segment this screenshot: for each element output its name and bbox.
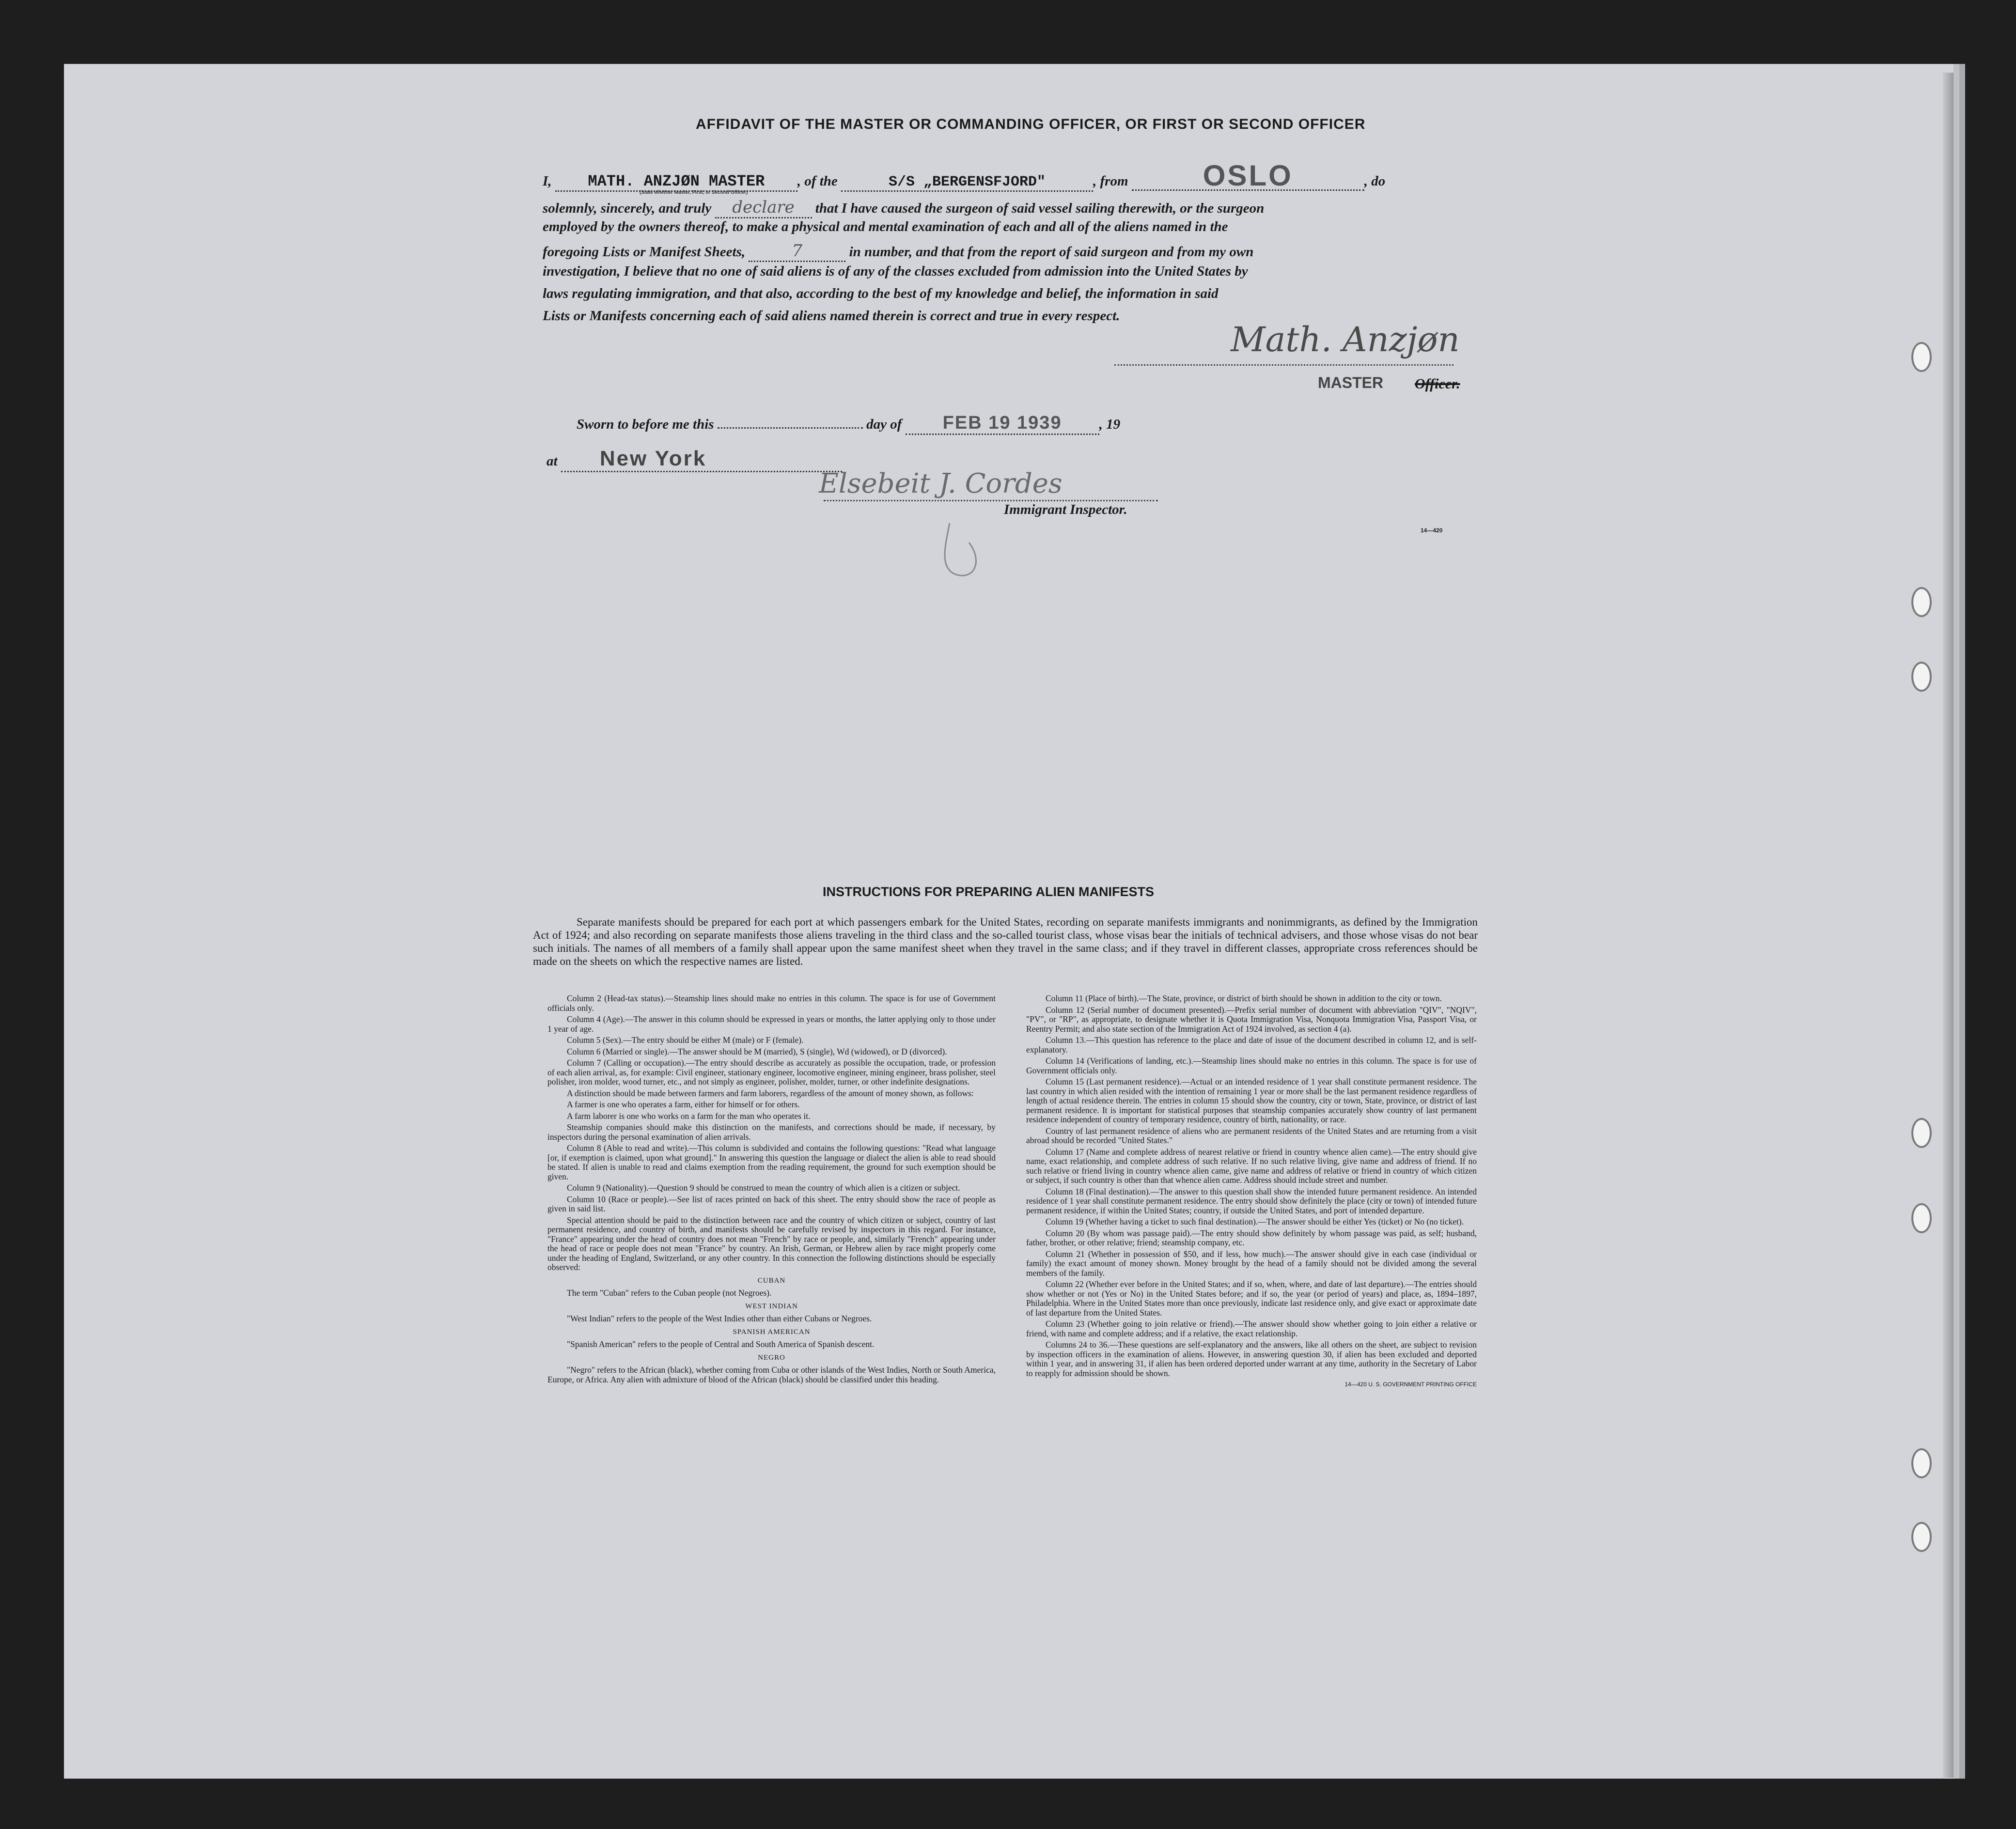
instruction-paragraph: A distinction should be made between farmers and farm laborers, regardless of the amount of money shown, as follows: bbox=[567, 1088, 974, 1098]
port-name: OSLO bbox=[1203, 159, 1293, 192]
instruction-paragraph: Column 22 (Whether ever before in the United States; and if so, when, where, and date of last departure).—The entries should show whether or not (Yes or No) in the United States before; and if so, the year (or period of years) and place, as, 1894–1897, Philadelphia. Where in the United States more than once previously, indicate last residence only, and give exact or approximate date of last departure from the United States. bbox=[1026, 1279, 1477, 1318]
text-of-the: , of the bbox=[797, 173, 838, 189]
instruction-paragraph: Column 10 (Race or people).—See list of races printed on back of this sheet. The entry should show the race of people as given in said list. bbox=[547, 1194, 996, 1213]
affidavit-line-7: Lists or Manifests concerning each of said aliens named therein is correct and true in every respect. bbox=[543, 308, 1120, 324]
instructions-intro: Separate manifests should be prepared for each port at which passengers embark for the United States, recording on separate manifests immigrants and nonimmigrants, as defined by the Immigration Act of 1924; and also recording on separate manifests those aliens traveling in the third class and the so-called tourist class, whose visas bear the initials of technical advisers, and those whose visas do not bear such initials. The names of all members of a family shall appear upon the same manifest sheet when they travel in the same class; and if they travel in different classes, appropriate cross references should be made on the sheets on which the respective names are listed. bbox=[533, 916, 1478, 967]
instruction-paragraph: Column 7 (Calling or occupation).—The entry should describe as accurately as possible the occupation, trade, or profession of each alien arrival, as, for example: Civil engineer, stationary engineer, locomotive engineer, mining engineer, brass polisher, steel polisher, iron molder, wood turner, etc., and not simply as engineer, polisher, molder, turner, or other indefinite designations. bbox=[547, 1058, 996, 1086]
instruction-paragraph: Column 12 (Serial number of document presented).—Prefix serial number of document with abbreviation "QIV", "NQIV", "PV", or "RP", as appropriate, to designate whether it is Quota Immigration Visa, Nonquota Immigration Visa, Passport Visa, or Reentry Permit; and also state section of the Immigration Act of 1924 involved, as section 4 (a). bbox=[1026, 1005, 1477, 1034]
race-definition: "West Indian" refers to the people of the West Indies other than either Cubans or Negroes. bbox=[567, 1314, 872, 1323]
instruction-paragraph: Column 18 (Final destination).—The answer to this question shall show the intended future permanent residence. An intended residence of 1 year shall constitute permanent residence. The entry should show definitely the place (city or town) of intended future permanent residence, if within the United States; country, if outside the United States, and port of intended departure. bbox=[1026, 1186, 1477, 1215]
master-signature: Math. Anzjøn bbox=[1231, 320, 1460, 359]
instruction-paragraph: Steamship companies should make this distinction on the manifests, and corrections should be made, if necessary, by inspectors during the personal examination of alien arrivals. bbox=[547, 1122, 996, 1142]
affidavit-line-3: employed by the owners thereof, to make a physical and mental examination of each and all of the aliens named in the bbox=[543, 219, 1228, 234]
race-heading: SPANISH AMERICAN bbox=[733, 1328, 811, 1336]
instruction-paragraph: Column 19 (Whether having a ticket to such final destination).—The answer should be either Yes (ticket) or No (no ticket). bbox=[1046, 1217, 1464, 1226]
instruction-paragraph: Column 5 (Sex).—The entry should be either M (male) or F (female). bbox=[567, 1035, 804, 1045]
text-i: I, bbox=[543, 173, 552, 189]
race-definition: "Negro" refers to the African (black), whether coming from Cuba or other islands of the West Indies, North or South America, Europe, or Africa. Any alien with admixture of blood of the African (black) should be classified under this heading. bbox=[547, 1365, 996, 1384]
inspector-signature-line bbox=[824, 500, 1158, 501]
sworn-date: FEB 19 1939 bbox=[942, 413, 1062, 433]
instruction-paragraph: Column 20 (By whom was passage paid).—The entry should show definitely by whom passage was paid, as self; husband, father, brother, or other relative; friend; steamship company, etc. bbox=[1026, 1228, 1477, 1247]
instruction-paragraph: Column 2 (Head-tax status).—Steamship lines should make no entries in this column. The space is for use of Government officials only. bbox=[547, 993, 996, 1013]
race-definition: "Spanish American" refers to the people of Central and South America of Spanish descent. bbox=[567, 1339, 875, 1349]
instruction-paragraph: Column 6 (Married or single).—The answer should be M (married), S (single), Wd (widowed), or D (divorced). bbox=[567, 1046, 947, 1056]
declare-word: declare bbox=[732, 198, 795, 217]
instructions-right-column bbox=[1026, 994, 1477, 1390]
race-heading: NEGRO bbox=[758, 1353, 785, 1362]
instruction-paragraph: Column 15 (Last permanent residence).—Actual or an intended residence of 1 year shall constitute permanent residence. The last country in which alien resided with the intention of remaining 1 year or more shall be the last permanent residence regardless of length of actual residence therein. The entries in column 15 should show the country, city or town, State, province, or district of last permanent residence. It is important for statistical purposes that steamship companies accurately show country of last permanent residence independent of country of temporary residence, country of birth, nationality, or race. bbox=[1026, 1077, 1477, 1124]
text-at: at bbox=[547, 453, 558, 469]
text-caused-surgeon: that I have caused the surgeon of said vessel sailing therewith, or the surgeon bbox=[815, 201, 1265, 216]
vessel-name: S/S „BERGENSFJORD" bbox=[888, 174, 1046, 190]
text-19: , 19 bbox=[1099, 417, 1121, 432]
instruction-paragraph: Column 23 (Whether going to join relative or friend).—The answer should show whether going to join either a relative or friend, with name and complete address; and if a relative, the exact relationship. bbox=[1026, 1319, 1477, 1338]
instructions-title: INSTRUCTIONS FOR PREPARING ALIEN MANIFESTS bbox=[823, 884, 1155, 899]
affidavit-title: AFFIDAVIT OF THE MASTER OR COMMANDING OFFICER, OR FIRST OR SECOND OFFICER bbox=[696, 116, 1366, 132]
race-definition: The term "Cuban" refers to the Cuban people (not Negroes). bbox=[567, 1288, 772, 1298]
instructions-left-column bbox=[547, 994, 996, 1386]
affidavit-line-5: investigation, I believe that no one of said aliens is of any of the classes excluded from admission into the United States by bbox=[543, 264, 1248, 279]
instruction-paragraph: Column 13.—This question has reference to the place and date of issue of the document described in column 12, and is self-explanatory. bbox=[1026, 1035, 1477, 1054]
text-day-of: day of bbox=[866, 417, 902, 432]
race-heading: WEST INDIAN bbox=[745, 1302, 798, 1310]
instruction-paragraph: Special attention should be paid to the distinction between race and the country of which citizen or subject, country of last permanent residence, and country of birth, and manifests should be carefully revised by inspectors in this regard. For instance, "France" appearing under the head of country does not mean "French" by race or people, and, similarly "French" appearing under the head of race or people does not mean "France" by country. An Irish, German, or Hebrew alien by race might properly come under the heading of England, Switzerland, or any other country. In this connection the following distinctions should be especially observed: bbox=[547, 1215, 996, 1272]
officer-name: MATH. ANZJØN MASTER bbox=[588, 172, 765, 190]
sheets-count: 7 bbox=[792, 241, 803, 261]
race-heading: CUBAN bbox=[757, 1276, 786, 1285]
instruction-paragraph: Column 21 (Whether in possession of $50, and if less, how much).—The answer should give in each case (individual or family) the exact amount of money shown. Money brought by the head of a family should not be divided among the several members of the family. bbox=[1026, 1249, 1477, 1278]
text-solemnly: solemnly, sincerely, and truly bbox=[543, 201, 712, 216]
instruction-paragraph: Column 17 (Name and complete address of nearest relative or friend in country whence alien came).—The entry should give name, exact relationship, and complete address of such relative. If no such relative living, give name and address of friend. If no such relative or friend living in country whence alien came, give name and address of relative or friend in country of which citizen or subject, if such country is other than that whence alien came. Address should include street and number. bbox=[1026, 1147, 1477, 1185]
officer-rank-note: (State whether Master, First, or Second Officer) bbox=[640, 190, 748, 195]
instruction-paragraph: A farmer is one who operates a farm, either for himself or for others. bbox=[567, 1100, 800, 1109]
inspector-signature: Elsebeit J. Cordes bbox=[819, 468, 1063, 499]
text-in-number: in number, and that from the report of said surgeon and from my own bbox=[849, 244, 1254, 260]
instruction-paragraph: Column 4 (Age).—The answer in this column should be expressed in years or months, the latter applying only to those under 1 year of age. bbox=[547, 1014, 996, 1034]
form-number: 14—420 bbox=[1421, 527, 1443, 534]
instruction-paragraph: Column 8 (Able to read and write).—This column is subdivided and contains the following questions: "Read what language [or, if exemption is claimed, upon what ground]." In answering this question the language or dialect the alien is able to read should be stated. If alien is unable to read and claims exemption from the reading requirement, the ground for such exemption should be given. bbox=[547, 1143, 996, 1181]
text-from: , from bbox=[1093, 173, 1128, 189]
instruction-paragraph: Country of last permanent residence of aliens who are permanent residents of the United States and are returning from a visit abroad should be recorded "United States." bbox=[1026, 1126, 1477, 1145]
instruction-paragraph: A farm laborer is one who works on a farm for the man who operates it. bbox=[567, 1111, 811, 1121]
place-name: New York bbox=[599, 447, 707, 470]
instruction-paragraph: Column 9 (Nationality).—Question 9 should be construed to mean the country of which alien is a citizen or subject. bbox=[567, 1183, 960, 1193]
master-stamp: MASTER bbox=[1318, 374, 1384, 391]
instruction-paragraph: Columns 24 to 36.—These questions are self-explanatory and the answers, like all others on the sheet, are subject to revision by inspection officers in the examination of aliens. However, in answering question 30, if alien has been excluded and deported within 1 year, and in answering 31, if alien has been ordered deported under warrant at any time, authority in the Secretary of Labor to reapply for admission should be shown. bbox=[1026, 1340, 1477, 1378]
text-sworn: Sworn to before me this bbox=[577, 417, 714, 432]
affidavit-line-6: laws regulating immigration, and that also, according to the best of my knowledge and belief, the information in said bbox=[543, 286, 1219, 301]
instruction-paragraph: Column 11 (Place of birth).—The State, province, or district of birth should be shown in addition to the city or town. bbox=[1046, 993, 1442, 1003]
instruction-paragraph: Column 14 (Verifications of landing, etc.).—Steamship lines should make no entries in this column. The space is for use of Government officials only. bbox=[1026, 1056, 1477, 1075]
text-do: , do bbox=[1364, 173, 1386, 189]
officer-struck: Officer. bbox=[1415, 376, 1460, 392]
printing-office-note: 14—420 U. S. GOVERNMENT PRINTING OFFICE bbox=[1344, 1381, 1477, 1388]
text-foregoing-lists: foregoing Lists or Manifest Sheets, bbox=[543, 244, 746, 260]
inspector-title: Immigrant Inspector. bbox=[1004, 502, 1127, 517]
